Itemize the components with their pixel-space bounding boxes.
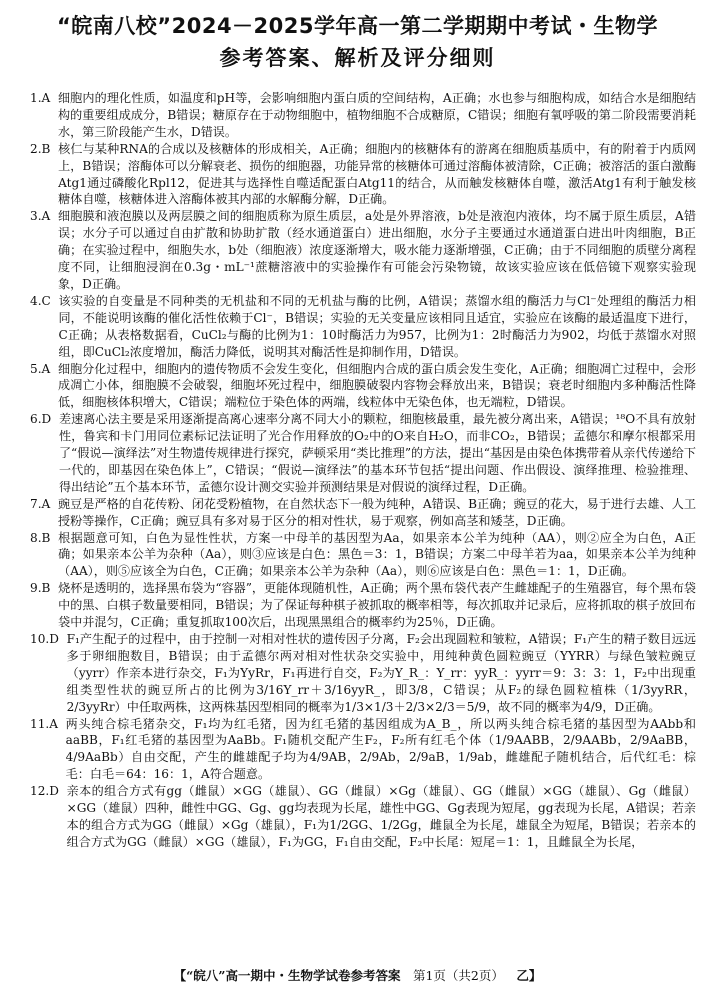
answer-number: 2.B: [30, 141, 59, 156]
page-footer: [0, 966, 715, 984]
answer-list: [30, 90, 696, 851]
answer-number: 11.A: [30, 716, 66, 731]
answer-item: [30, 716, 696, 784]
answer-number: 9.B: [30, 581, 59, 596]
answer-item: [30, 411, 696, 496]
answer-item: [30, 141, 696, 209]
answer-item: [30, 90, 696, 141]
answer-explanation: 核仁与某种RNA的合成以及核糖体的形成相关，A正确；细胞内的核糖体有的游离在细胞质基质中，有的附着于内质网上，B错误；溶酶体可以分解衰老、损伤的细胞器，功能异常的核糖体可通过溶酶体被清除，C正确；被溶活的蛋白激酶Atg1通过磷酸化Rpl12，促进其与选择性自噬适配蛋白Atg11的结合，从而触发核糖体自噬，激活Atg1有利于触发核糖体自噬，核糖体进入溶酶体被其内部的水解酶分解，D正确。: [58, 141, 696, 207]
answer-number: 3.A: [30, 209, 58, 224]
answer-explanation: 该实验的自变量是不同种类的无机盐和不同的无机盐与酶的比例，A错误；蒸馏水组的酶活力与Cl⁻处理组的酶活力相同，不能说明该酶的催化活性依赖于Cl⁻，B错误；实验的无关变量应该相同且适宜，实验应在该酶的最适温度下进行，C正确；从表格数据看，CuCl₂与酶的比例为1：10时酶活力为957，比例为1：2时酶活力为902，均低于蒸馏水对照组，即CuCl₂浓度增加，酶活力降低，说明其对酶活性是抑制作用，D错误。: [58, 293, 696, 359]
answer-explanation: 豌豆是严格的自花传粉、闭花受粉植物，在自然状态下一般为纯种，A错误、B正确；豌豆的花大，易于进行去雄、人工授粉等操作，C正确；豌豆具有多对易于区分的相对性状，易于观察，例如高茎和矮茎，D正确。: [57, 496, 696, 528]
answer-item: [30, 631, 696, 716]
answer-number: 10.D: [30, 632, 67, 646]
answer-item: [30, 783, 696, 851]
answer-number: 8.B: [30, 530, 59, 545]
answer-item: [30, 361, 696, 412]
answer-number: 6.D: [30, 412, 59, 427]
answer-item: [30, 580, 696, 631]
answer-explanation: 细胞膜和液泡膜以及两层膜之间的细胞质称为原生质层，a处是外界溶液，b处是液泡内液体，均不属于原生质层，A错误；水分子可以通过自由扩散和协助扩散（经水通道蛋白）进出细胞，水分子主要通过水通道蛋白进出叶肉细胞，B正确；在实验过程中，细胞失水，b处（细胞液）浓度逐渐增大，吸水能力逐渐增强，C正确；由于不同细胞的质壁分离程度不同，让细胞浸润在0.3g・mL⁻¹蔗糖溶液中的实验操作有可能会污染物镜，故该实验应该在低倍镜下观察实验现象，D正确。: [57, 209, 696, 291]
answer-item: [30, 208, 696, 293]
footer-title: 【“皖八”高一期中・生物学试卷参考答案: [173, 968, 401, 983]
answer-explanation: 亲本的组合方式有gg（雌鼠）×GG（雄鼠）、GG（雌鼠）×Gg（雄鼠）、GG（雌鼠）×GG（雄鼠）、Gg（雌鼠）×GG（雄鼠）四种，雌性中GG、Gg、gg均表现为长尾，雄性中GG、Gg表现为短尾，gg表现为长尾，A错误；若亲本的组合方式为GG（雌鼠）×Gg（雄鼠），F₁为1/2GG、1/2Gg，雌鼠全为长尾，雄鼠全为短尾，B错误；若亲本的组合方式为GG（雌鼠）×GG（雄鼠），F₁为GG，F₁自由交配，F₂中长尾：短尾＝1：1，且雌鼠全为长尾，: [66, 784, 696, 849]
footer-version: 乙】: [516, 968, 542, 983]
answer-item: [30, 496, 696, 530]
answer-number: 1.A: [30, 91, 58, 105]
answer-item: [30, 530, 696, 581]
answer-number: 7.A: [30, 496, 58, 511]
answer-number: 4.C: [30, 293, 59, 308]
footer-page-number: 第1页（共2页）: [412, 968, 504, 983]
answer-explanation: 细胞分化过程中，细胞内的遗传物质不会发生变化，但细胞内合成的蛋白质会发生变化，A正确；细胞凋亡过程中，会形成凋亡小体，细胞膜不会破裂，细胞坏死过程中，细胞膜破裂内容物会释放出来，B错误；衰老时细胞内多种酶活性降低，细胞核体积增大，C错误；端粒位于染色体的两端，线粒体中无染色体，也无端粒，D错误。: [57, 361, 696, 410]
answer-explanation: 烧杯是透明的，选择黑布袋为“容器”，更能体现随机性，A正确；两个黑布袋代表产生雌雄配子的生殖器官，每个黑布袋中的黑、白棋子数量要相同，B错误；为了保证每种棋子被抓取的概率相等，每次抓取并记录后，应将抓取的棋子放回布袋中并混匀，C正确；重复抓取100次后，出现黑黑组合的概率约为25％，D正确。: [58, 581, 697, 630]
answer-explanation: 两头纯合棕毛猪杂交，F₁均为红毛猪，因为红毛猪的基因组成为A_B_，所以两头纯合棕毛猪的基因型为AAbb和aaBB，F₁红毛猪的基因型为AaBb。F₁随机交配产生F₂，F₂所有红毛个体（1/9AABB，2/9AABb，2/9AaBB，4/9AaBb）自由交配，产生的雌雄配子均为4/9AB，2/9Ab，2/9aB，1/9ab，雌雄配子随机结合，后代红毛：棕毛：白毛＝64：16：1，A符合题意。: [65, 716, 696, 782]
answer-explanation: 根据题意可知，白色为显性性状，方案一中母羊的基因型为Aa，如果亲本公羊为纯种（AA），则②应全为白色，A正确；如果亲本公羊为杂种（Aa），则③应该是白色：黑色＝3：1，B错误；方案二中母羊若为aa，如果亲本公羊为纯种（AA），则⑤应该全为白色，C正确；如果亲本公羊为杂种（Aa），则⑥应该是白色：黑色＝1：1，D正确。: [58, 530, 696, 579]
document-subtitle: 参考答案、解析及评分细则: [219, 46, 496, 70]
document-title: “皖南八校”2024－2025学年高一第二学期期中考试・生物学: [57, 14, 658, 38]
answer-number: 12.D: [30, 784, 67, 799]
answer-explanation: 细胞内的理化性质，如温度和pH等，会影响细胞内蛋白质的空间结构，A正确；水也参与细胞构成，如结合水是细胞结构的重要组成成分，B错误；糖原存在于动物细胞中，植物细胞不合成糖原，C错误；细胞有氧呼吸的第二阶段需要消耗水，第三阶段能产生水，D错误。: [57, 91, 696, 139]
answer-explanation: 差速离心法主要是采用逐渐提高离心速率分离不同大小的颗粒，细胞核最重，最先被分离出来，A错误；¹⁸O不具有放射性，鲁宾和卡门用同位素标记法证明了光合作用释放的O₂中的O来自H₂O，而非CO₂，B错误；孟德尔和摩尔根都采用了“假说—演绎法”对生物遗传规律进行探究，萨顿采用“类比推理”的方法，提出“基因是由染色体携带着从亲代传递给下一代的，即基因在染色体上”，C错误；“假说—演绎法”的基本环节包括“提出问题、作出假设、演绎推理、检验推理、得出结论”五个基本环节，孟德尔设计测交实验并预测结果是对假说的演绎过程，D正确。: [58, 412, 696, 494]
answer-explanation: F₁产生配子的过程中，由于控制一对相对性状的遗传因子分离，F₂会出现圆粒和皱粒，A错误；F₁产生的精子数目远远多于卵细胞数目，B错误；由于孟德尔两对相对性状杂交实验中，用纯种黄色圆粒豌豆（YYRR）与绿色皱粒豌豆（yyrr）作亲本进行杂交，F₁为YyRr，F₁再进行自交，F₂为Y_R_：Y_rr：yyR_：yyrr＝9：3：3：1，F₂中出现重组类型性状的豌豆所占的比例为3/16Y_rr＋3/16yyR_，即3/8，C错误；从F₂的绿色圆粒植株（1/3yyRR，2/3yyRr）中任取两株，这两株基因型相同的概率为1/3×1/3＋2/3×2/3＝5/9，故不同的概率为4/9，D正确。: [66, 632, 696, 714]
answer-item: [30, 293, 696, 361]
answer-number: 5.A: [30, 361, 58, 376]
